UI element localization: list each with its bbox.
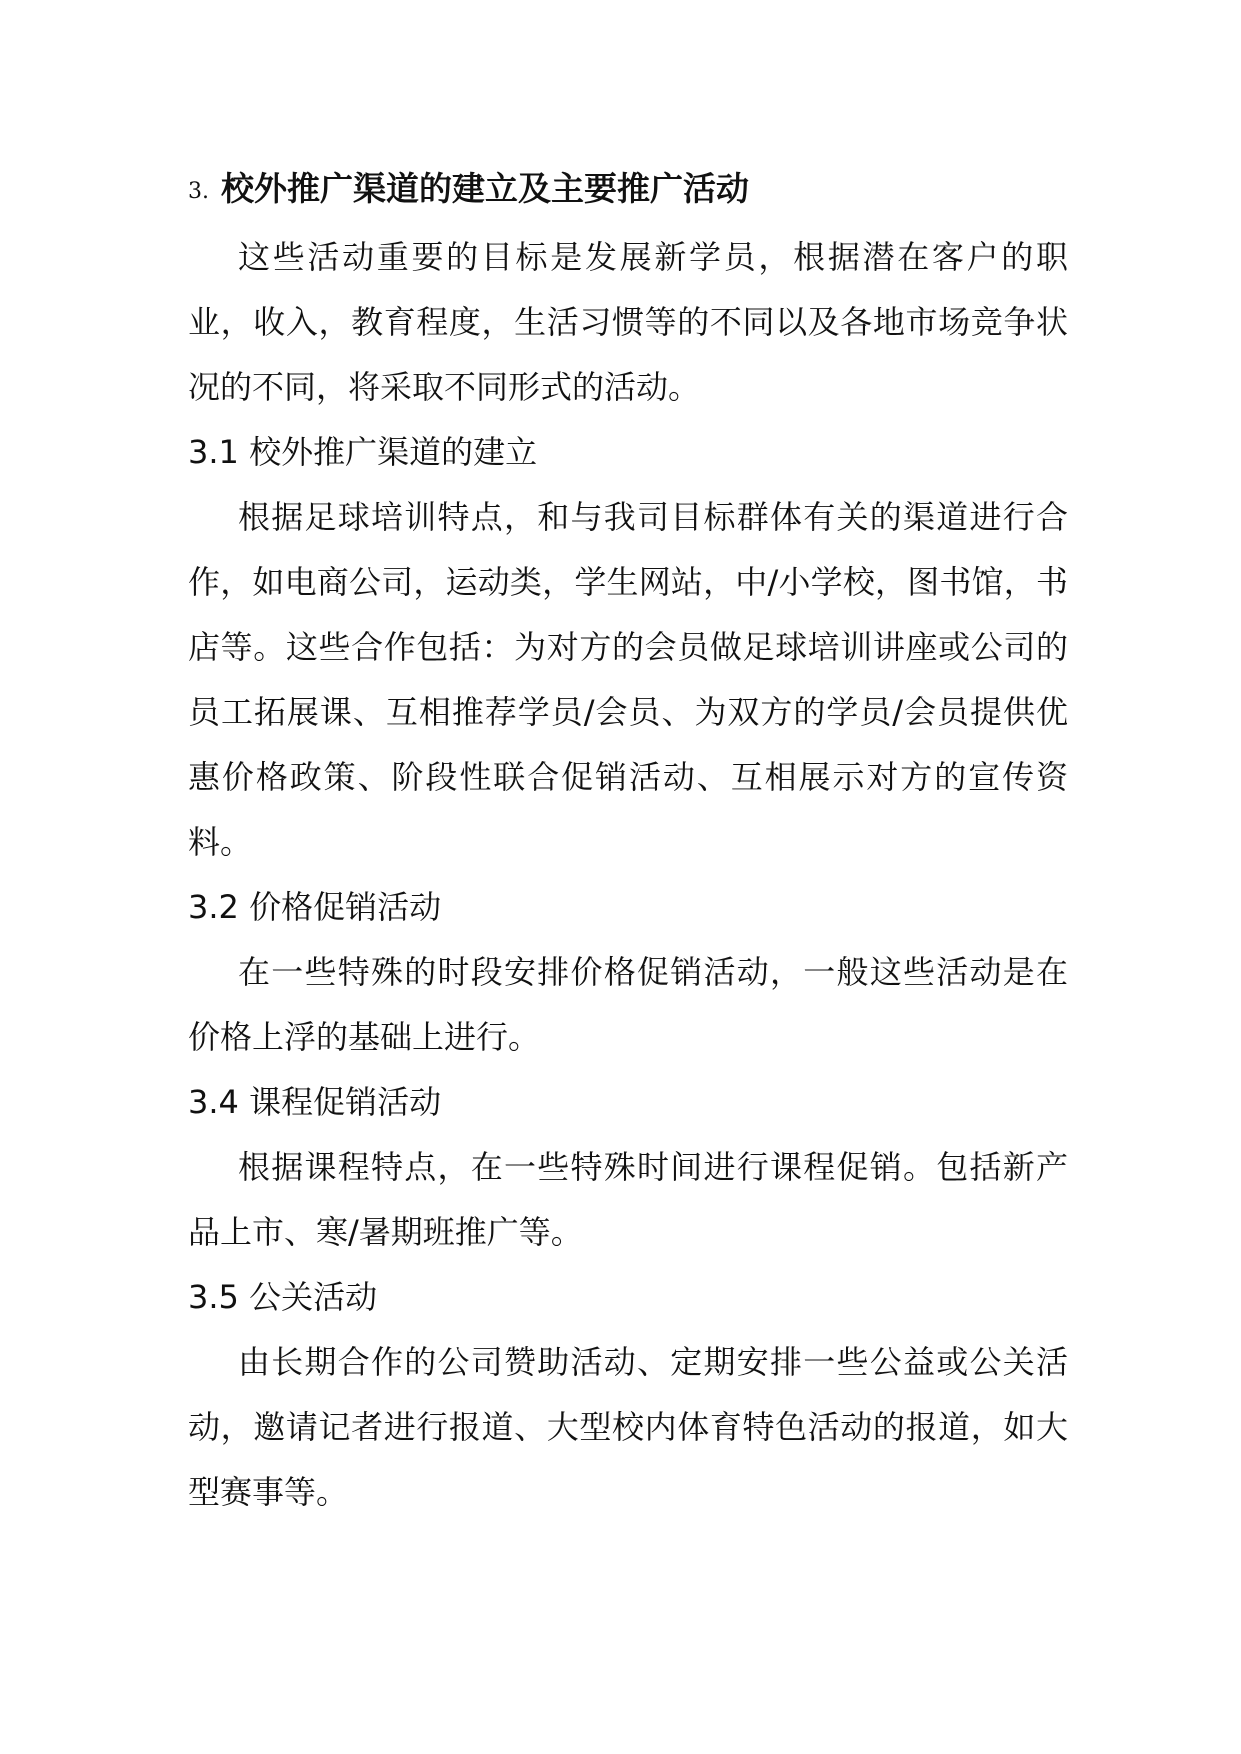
subsection-paragraph-3-4: 根据课程特点，在一些特殊时间进行课程促销。包括新产品上市、寒/暑期班推广等。 — [188, 1148, 1068, 1251]
document-body — [188, 160, 1068, 1525]
subsection-paragraph-3-5: 由长期合作的公司赞助活动、定期安排一些公益或公关活动，邀请记者进行报道、大型校内体育特色活动的报道，如大型赛事等。 — [188, 1343, 1068, 1511]
subsection-heading-3-4: 3.4 课程促销活动 — [188, 1083, 442, 1121]
subsection-heading-3-5: 3.5 公关活动 — [188, 1278, 378, 1316]
section-title: 校外推广渠道的建立及主要推广活动 — [221, 169, 749, 208]
subsection-paragraph-3-2: 在一些特殊的时段安排价格促销活动，一般这些活动是在价格上浮的基础上进行。 — [188, 953, 1068, 1056]
section-heading — [188, 160, 1068, 218]
section-intro-paragraph: 这些活动重要的目标是发展新学员，根据潜在客户的职业，收入，教育程度，生活习惯等的不同以及各地市场竞争状况的不同，将采取不同形式的活动。 — [188, 238, 1068, 406]
subsection-heading-3-2: 3.2 价格促销活动 — [188, 888, 442, 926]
subsection-paragraph-3-1: 根据足球培训特点，和与我司目标群体有关的渠道进行合作，如电商公司，运动类，学生网站，中/小学校，图书馆，书店等。这些合作包括：为对方的会员做足球培训讲座或公司的员工拓展课、互相推荐学员/会员、为双方的学员/会员提供优惠价格政策、阶段性联合促销活动、互相展示对方的宣传资料。 — [188, 498, 1068, 861]
section-number: 3. — [188, 179, 209, 204]
subsection-heading-3-1: 3.1 校外推广渠道的建立 — [188, 433, 538, 471]
